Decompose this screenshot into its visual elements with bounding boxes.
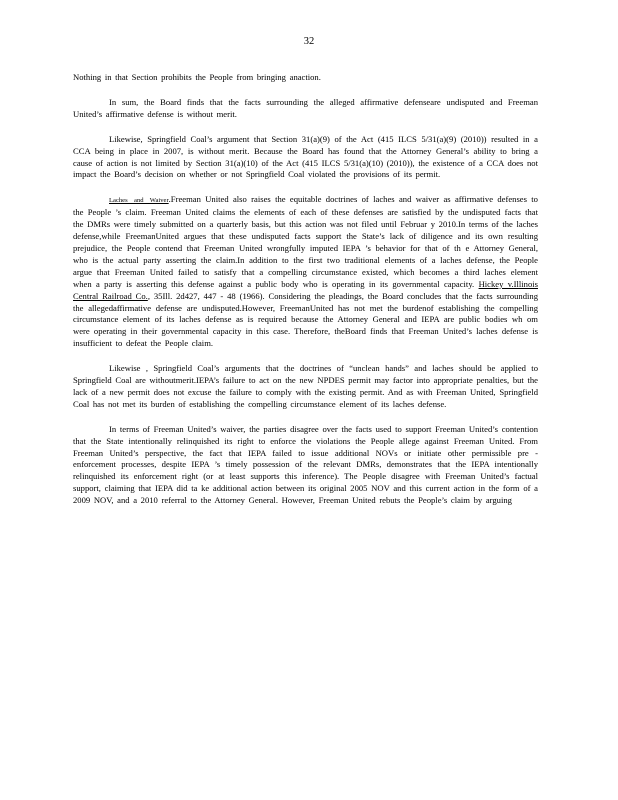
section-heading-laches-waiver: Laches and Waiver <box>109 197 169 205</box>
paragraph-6: In terms of Freeman United’s waiver, the parties disagree over the facts used to support Freeman United’s contention that the State intentionally relinquished its right to enforce the violations the People allege against Freeman United. From Freeman United’s perspective, the fact that IEPA failed to issue additional NOVs or initiate other permissible pre - enforcement processes, despite IEPA ’s timely possession of the relevant DMRs, demonstrates that the IEPA intentionally relinquished its enforcement right (or at least supports this inference). The People disagree with Freeman United’s factual support, claiming that IEPA did ta ke additional action between its original 2005 NOV and this current action in the form of a 2009 NOV, and a 2010 referral to the Attorney General. However, Freeman United rebuts the People’s claim by arguing <box>73 423 538 506</box>
paragraph-4-text-b: , 35Ill. 2d427, 447 - 48 (1966). Considering the pleadings, the Board concludes that the facts surrounding the allegedaffirmative defense are undisputed.However, FreemanUnited has not met the burdenof establishing the compelling circumstance element of its laches defense as is required because the Attorney General and IEPA are public bodies wh om were operating in their governmental capacity in this case. Therefore, theBoard finds that Freeman United’s laches defense is insufficient to defeat the People claim. <box>73 290 538 349</box>
paragraph-4-text-a: .Freeman United also raises the equitable doctrines of laches and waiver as affirmative defenses to the People ’s claim. Freeman United claims the elements of each of these defenses are satisfied by the undisputed facts that the DMRs were timely submitted on a quarterly basis, but this action was not filed until Februar y 2010.In terms of the laches defense,while FreemanUnited argues that these undisputed facts support the State’s lack of diligence and its own resulting prejudice, the People contend that Freeman United wrongfully imputed IEPA ’s behavior for that of th e Attorney General, who is the actual party asserting the claim.In addition to the first two traditional elements of a laches defense, the People argue that Freeman United failed to satisfy that a compelling circumstance existed, which becomes a third laches element when a party is asserting this defense against a public body who is operating in its governmental capacity. <box>73 194 538 289</box>
paragraph-3: Likewise, Springfield Coal’s argument that Section 31(a)(9) of the Act (415 ILCS 5/31(a)(9) (2010)) resulted in a CCA being in place in 2007, is without merit. Because the Board has found that the Attorney General’s ability to bring a cause of action is not limited by Section 31(a)(10) of the Act (415 ILCS 5/31(a)(10) (2010)), the existence of a CCA does not impact the Board’s decision on whether or not Springfield Coal violated the provisions of its permit. <box>73 133 538 180</box>
paragraph-5: Likewise , Springfield Coal’s arguments that the doctrines of “unclean hands” and laches should be applied to Springfield Coal are withoutmerit.IEPA’s failure to act on the new NPDES permit may factor into appropriate penalties, but the lack of a new permit does not excuse the failure to comply with the existing permit. And as with Freeman United, Springfield Coal has not met its burden of establishing the compelling circumstance element of its laches defense. <box>73 363 538 409</box>
document-body <box>73 72 538 520</box>
page-number: 32 <box>303 36 315 47</box>
paragraph-2: In sum, the Board finds that the facts surrounding the alleged affirmative defenseare undisputed and Freeman United’s affirmative defense is without merit. <box>73 96 538 119</box>
paragraph-1: Nothing in that Section prohibits the People from bringing anaction. <box>73 72 321 82</box>
case-citation: Hickey v.Illinois Central Railroad Co. <box>73 278 538 301</box>
paragraph-4 <box>73 194 538 350</box>
